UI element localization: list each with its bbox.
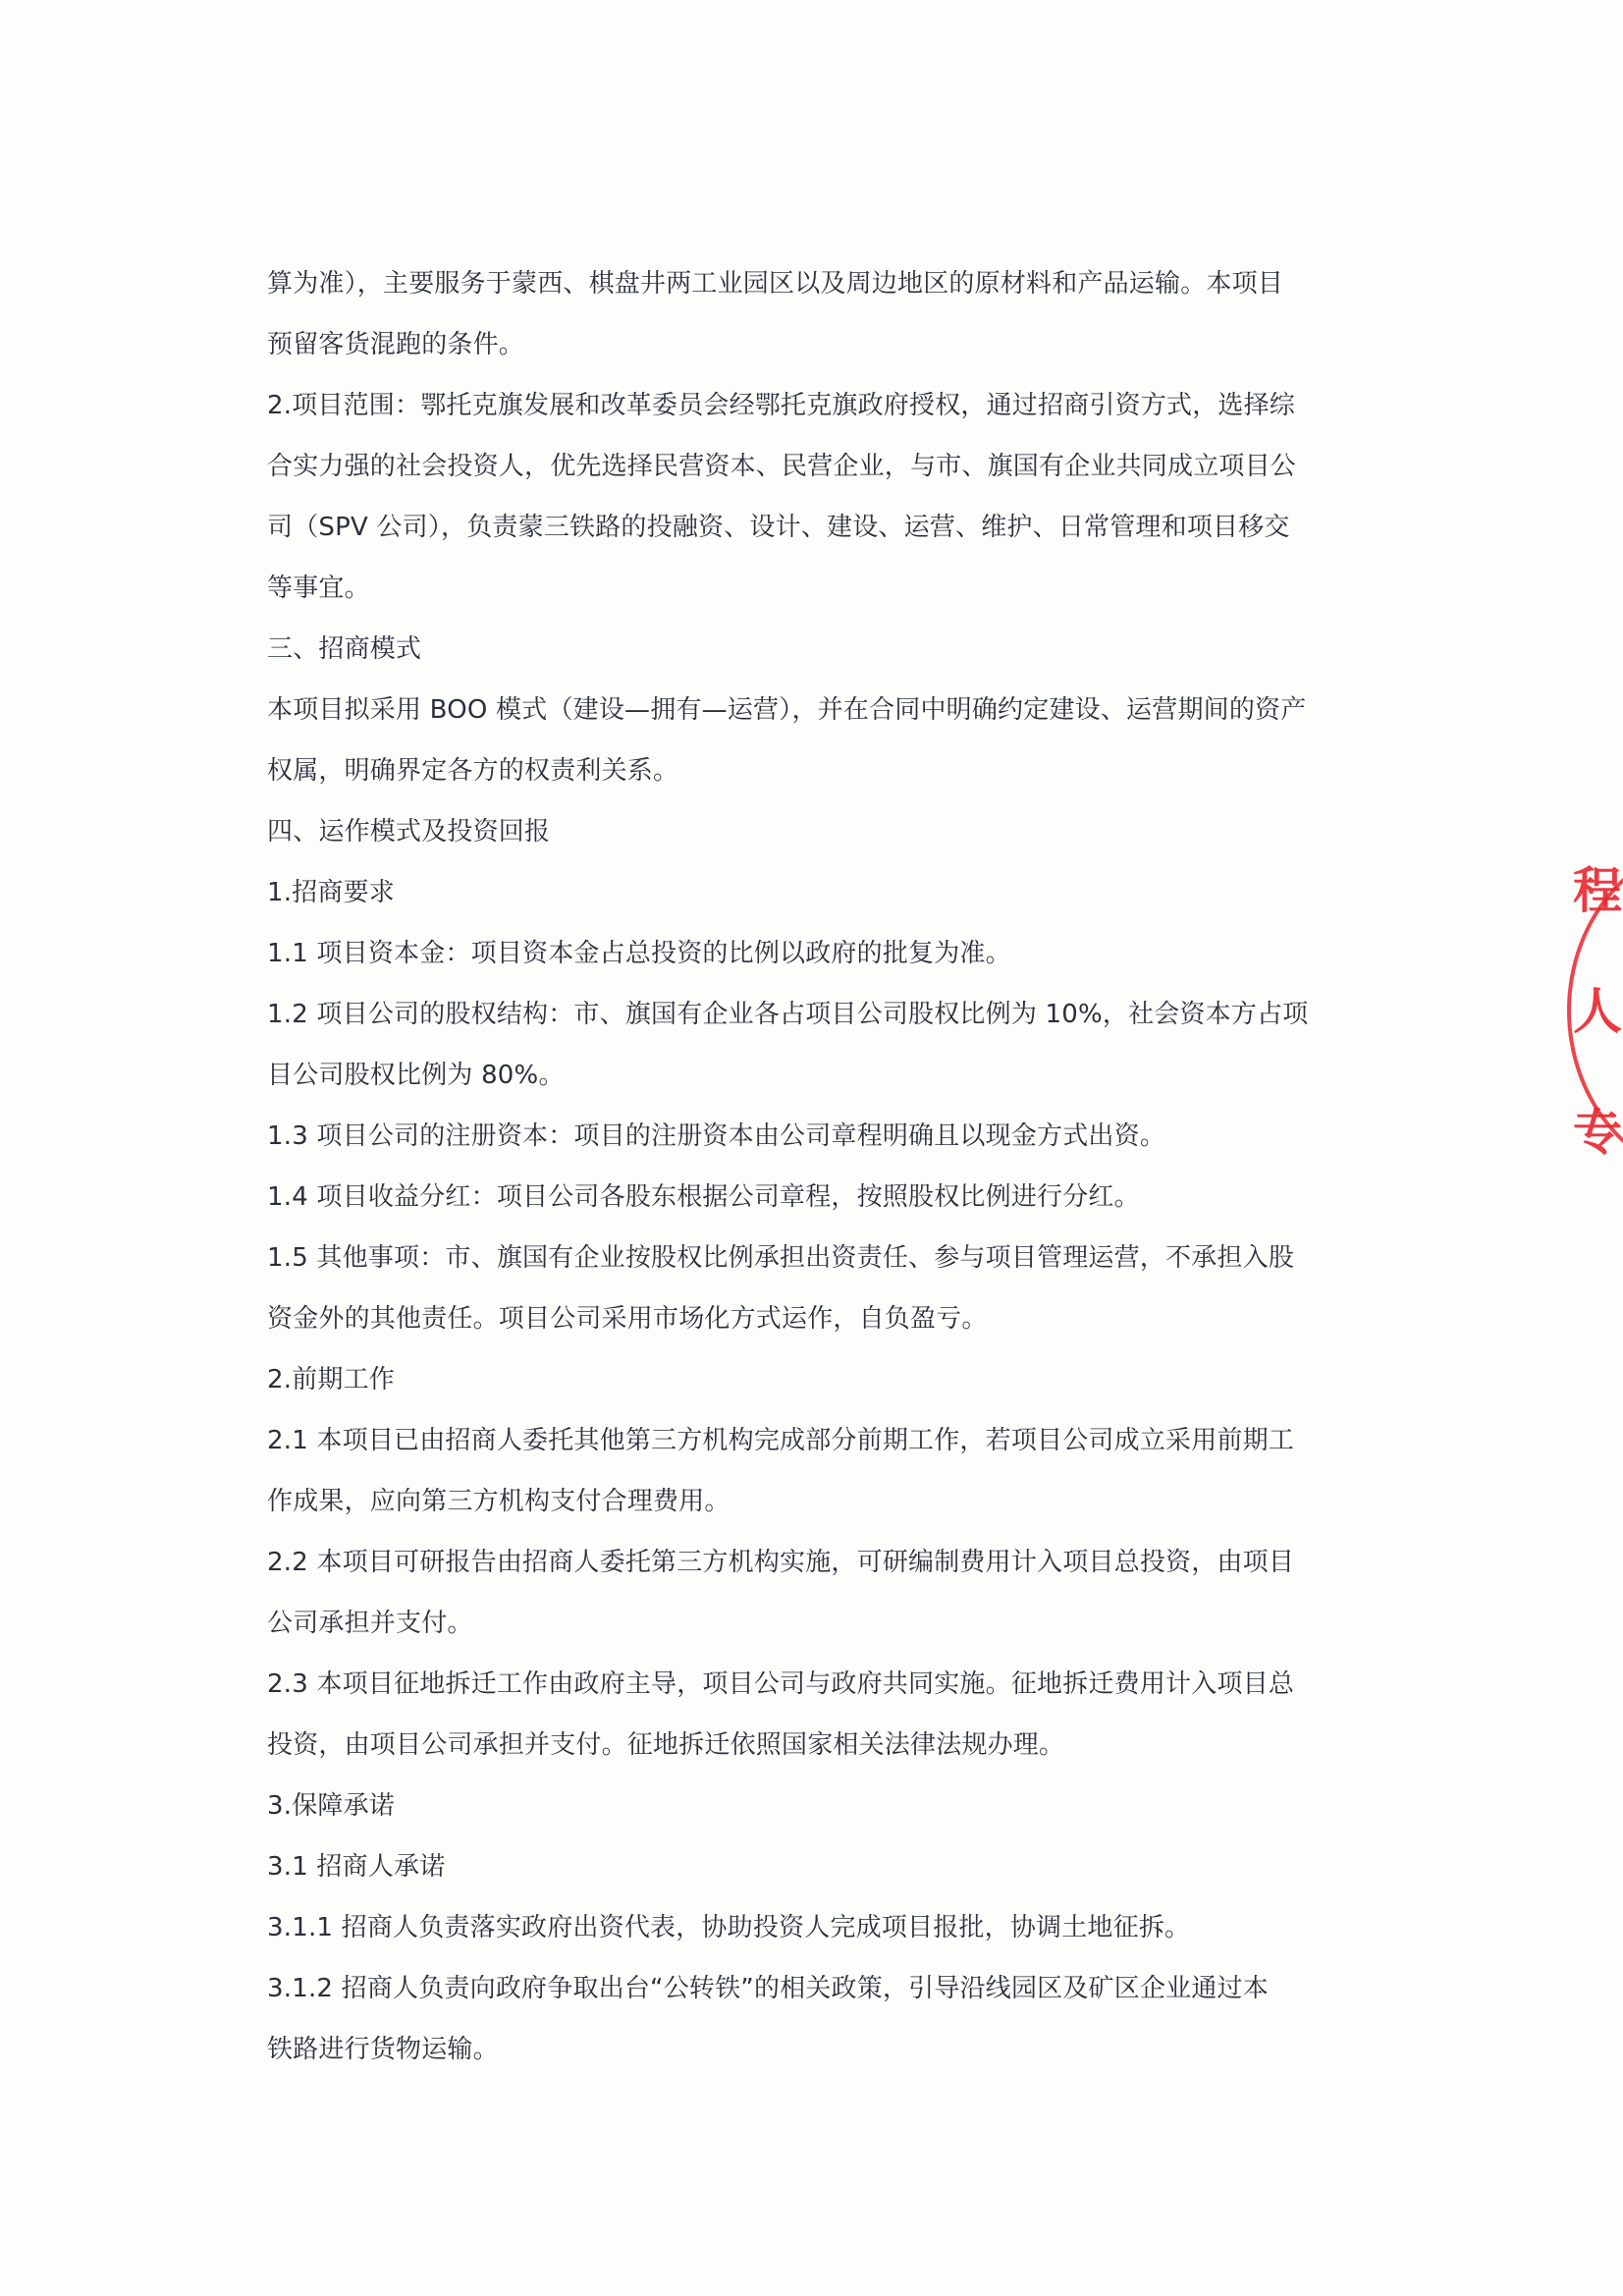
text-line: 投资，由项目公司承担并支付。征地拆迁依照国家相关法律法规办理。 xyxy=(267,1730,1065,1760)
seal-char: 程 xyxy=(1573,861,1622,919)
text-line: 目公司股权比例为 80%。 xyxy=(267,1061,565,1090)
text-line: 3.1.2 招商人负责向政府争取出台“公转铁”的相关政策，引导沿线园区及矿区企业通过本 xyxy=(267,1974,1269,2003)
text-line: 预留客货混跑的条件。 xyxy=(267,330,525,359)
seal-char: 人 xyxy=(1573,982,1622,1040)
red-seal-stamp xyxy=(1567,840,1623,1174)
section-heading: 三、招商模式 xyxy=(267,634,422,664)
text-line: 2.3 本项目征地拆迁工作由政府主导，项目公司与政府共同实施。征地拆迁费用计入项目总 xyxy=(267,1669,1295,1699)
text-line: 资金外的其他责任。项目公司采用市场化方式运作，自负盈亏。 xyxy=(267,1304,988,1334)
text-line: 等事宜。 xyxy=(267,574,370,603)
text-line: 3.1.1 招商人负责落实政府出资代表，协助投资人完成项目报批，协调土地征拆。 xyxy=(267,1913,1191,1942)
subsection-heading: 3.1 招商人承诺 xyxy=(267,1852,446,1882)
text-line: 1.2 项目公司的股权结构：市、旗国有企业各占项目公司股权比例为 10%，社会资本方占项 xyxy=(267,1000,1309,1029)
text-line: 1.4 项目收益分红：项目公司各股东根据公司章程，按照股权比例进行分红。 xyxy=(267,1182,1140,1212)
text-line: 公司承担并支付。 xyxy=(267,1609,473,1638)
subsection-heading: 1.招商要求 xyxy=(267,878,396,907)
subsection-heading: 3.保障承诺 xyxy=(267,1791,396,1821)
document-body xyxy=(267,253,1355,2080)
text-line: 2.项目范围：鄂托克旗发展和改革委员会经鄂托克旗政府授权，通过招商引资方式，选择综 xyxy=(267,391,1296,420)
text-line: 铁路进行货物运输。 xyxy=(267,2035,499,2064)
text-line: 1.3 项目公司的注册资本：项目的注册资本由公司章程明确且以现金方式出资。 xyxy=(267,1121,1166,1151)
subsection-heading: 2.前期工作 xyxy=(267,1365,396,1394)
text-line: 2.2 本项目可研报告由招商人委托第三方机构实施，可研编制费用计入项目总投资，由项目 xyxy=(267,1548,1295,1577)
text-line: 合实力强的社会投资人，优先选择民营资本、民营企业，与市、旗国有企业共同成立项目公 xyxy=(267,452,1297,481)
seal-char: 专 xyxy=(1573,1103,1622,1161)
text-line: 1.5 其他事项：市、旗国有企业按股权比例承担出资责任、参与项目管理运营，不承担入股 xyxy=(267,1243,1295,1273)
text-line: 作成果，应向第三方机构支付合理费用。 xyxy=(267,1487,730,1516)
text-line: 权属，明确界定各方的权责利关系。 xyxy=(267,756,679,786)
text-line: 司（SPV 公司），负责蒙三铁路的投融资、设计、建设、运营、维护、日常管理和项目移交 xyxy=(267,513,1290,542)
section-heading: 四、运作模式及投资回报 xyxy=(267,817,551,847)
text-line: 1.1 项目资本金：项目资本金占总投资的比例以政府的批复为准。 xyxy=(267,939,1011,968)
text-line: 本项目拟采用 BOO 模式（建设—拥有—运营），并在合同中明确约定建设、运营期间的资产 xyxy=(267,695,1307,725)
text-line: 2.1 本项目已由招商人委托其他第三方机构完成部分前期工作，若项目公司成立采用前期工 xyxy=(267,1426,1295,1455)
text-line: 算为准），主要服务于蒙西、棋盘井两工业园区以及周边地区的原材料和产品运输。本项目 xyxy=(267,269,1284,299)
